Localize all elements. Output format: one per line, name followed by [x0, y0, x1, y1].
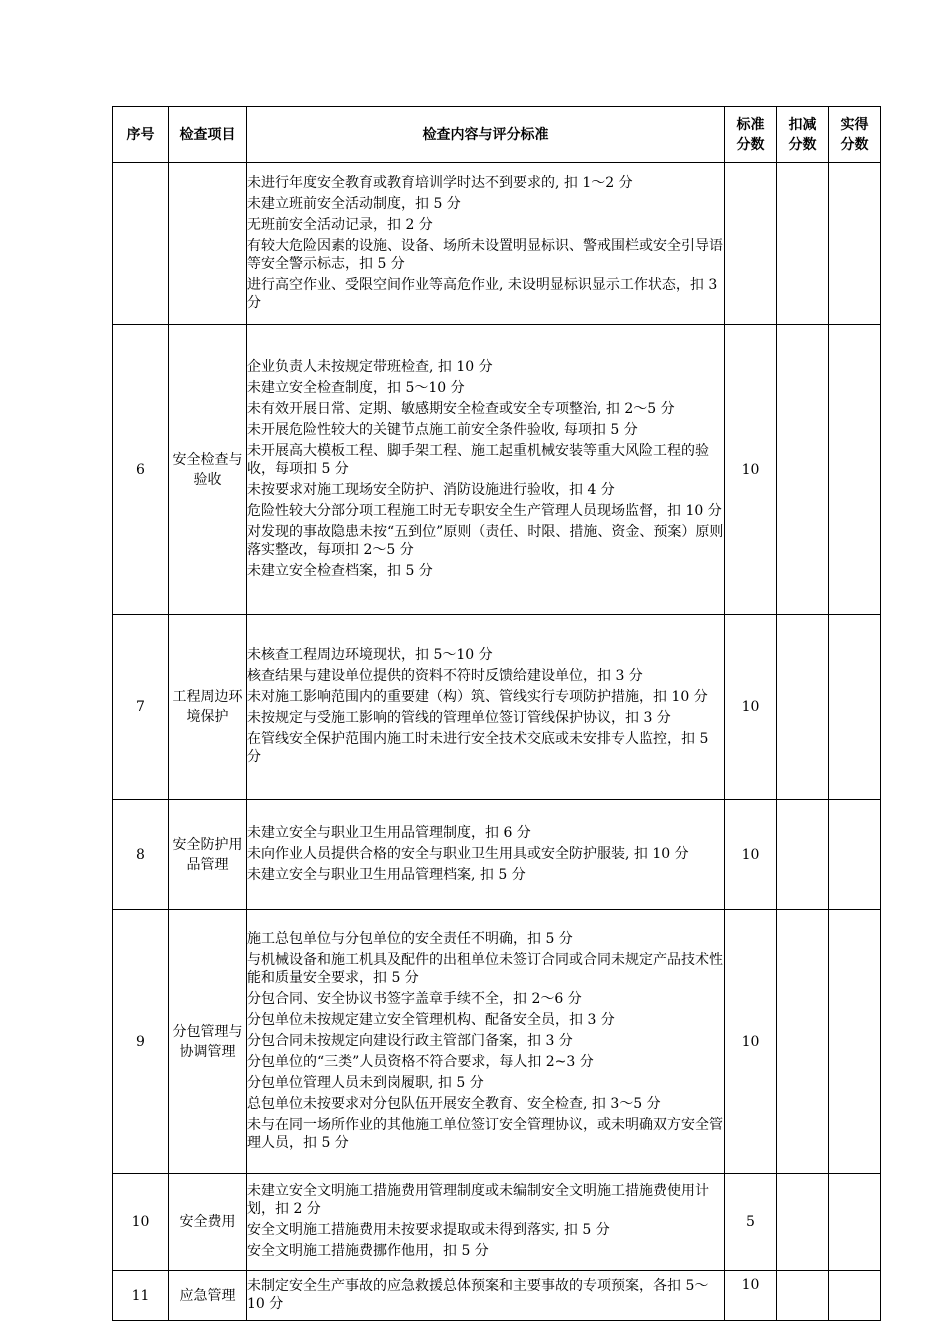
criteria-item: 未建立安全与职业卫生用品管理档案, 扣 5 分 — [247, 866, 526, 883]
row-criteria — [247, 1271, 725, 1321]
row-standard-score — [725, 163, 777, 325]
criteria-item: 施工总包单位与分包单位的安全责任不明确，扣 5 分 — [247, 930, 573, 947]
header-content: 检查内容与评分标准 — [247, 107, 725, 163]
criteria-item: 分包合同、安全协议书签字盖章手续不全，扣 2～6 分 — [247, 990, 582, 1007]
inspection-score-table — [112, 106, 881, 1321]
row-seq: 7 — [113, 615, 169, 800]
criteria-item: 安全文明施工措施费用未按要求提取或未得到落实, 扣 5 分 — [247, 1222, 610, 1238]
criteria-item: 未有效开展日常、定期、敏感期安全检查或安全专项整治, 扣 2～5 分 — [247, 400, 675, 417]
criteria-item: 分包单位的“三类”人员资格不符合要求，每人扣 2~3 分 — [247, 1053, 594, 1070]
row-deduct-score — [777, 615, 829, 800]
criteria-item: 未开展高大模板工程、脚手架工程、施工起重机械安装等重大风险工程的验收，每项扣 5 分 — [247, 442, 709, 477]
row-deduct-score — [777, 163, 829, 325]
criteria-item: 进行高空作业、受限空间作业等高危作业, 未设明显标识显示工作状态，扣 3 分 — [247, 276, 718, 311]
row-item: 安全检查与验收 — [169, 325, 247, 615]
row-actual-score — [829, 325, 881, 615]
criteria-item: 核查结果与建设单位提供的资料不符时反馈给建设单位，扣 3 分 — [247, 668, 643, 684]
row-standard-score: 10 — [725, 1271, 777, 1321]
row-actual-score — [829, 163, 881, 325]
criteria-item: 未制定安全生产事故的应急救援总体预案和主要事故的专项预案，各扣 5～10 分 — [247, 1277, 709, 1312]
table-row — [113, 800, 881, 910]
criteria-item: 与机械设备和施工机具及配件的出租单位未签订合同或合同未规定产品技术性能和质量安全要求，扣 5 分 — [247, 951, 723, 986]
criteria-item: 无班前安全活动记录，扣 2 分 — [247, 216, 433, 233]
row-standard-score: 10 — [725, 615, 777, 800]
row-standard-score: 10 — [725, 910, 777, 1174]
row-deduct-score — [777, 1271, 829, 1321]
table-row — [113, 1174, 881, 1271]
row-seq: 8 — [113, 800, 169, 910]
row-criteria — [247, 800, 725, 910]
criteria-item: 分包合同未按规定向建设行政主管部门备案，扣 3 分 — [247, 1032, 573, 1049]
row-standard-score: 5 — [725, 1174, 777, 1271]
header-row — [113, 107, 881, 163]
criteria-item: 总包单位未按要求对分包队伍开展安全教育、安全检查, 扣 3～5 分 — [247, 1095, 661, 1112]
row-seq: 11 — [113, 1271, 169, 1321]
row-actual-score — [829, 1271, 881, 1321]
criteria-item: 未向作业人员提供合格的安全与职业卫生用具或安全防护服装, 扣 10 分 — [247, 845, 689, 862]
header-item: 检查项目 — [169, 107, 247, 163]
criteria-item: 未与在同一场所作业的其他施工单位签订安全管理协议，或未明确双方安全管理人员，扣 5 分 — [247, 1116, 723, 1151]
criteria-item: 未建立班前安全活动制度，扣 5 分 — [247, 195, 461, 212]
row-seq: 10 — [113, 1174, 169, 1271]
criteria-item: 未按规定与受施工影响的管线的管理单位签订管线保护协议，扣 3 分 — [247, 710, 671, 726]
row-item: 分包管理与协调管理 — [169, 910, 247, 1174]
criteria-item: 安全文明施工措施费挪作他用，扣 5 分 — [247, 1243, 489, 1259]
table-row — [113, 615, 881, 800]
row-actual-score — [829, 615, 881, 800]
row-deduct-score — [777, 910, 829, 1174]
criteria-item: 未建立安全检查档案，扣 5 分 — [247, 562, 433, 579]
criteria-item: 未核查工程周边环境现状，扣 5～10 分 — [247, 647, 493, 663]
table-row — [113, 910, 881, 1174]
criteria-item: 未进行年度安全教育或教育培训学时达不到要求的, 扣 1～2 分 — [247, 174, 633, 191]
row-criteria — [247, 325, 725, 615]
row-seq — [113, 163, 169, 325]
criteria-item: 未建立安全与职业卫生用品管理制度，扣 6 分 — [247, 824, 531, 841]
row-deduct-score — [777, 1174, 829, 1271]
header-standard-score: 标准 分数 — [725, 107, 777, 163]
row-criteria — [247, 1174, 725, 1271]
criteria-item: 未对施工影响范围内的重要建（构）筑、管线实行专项防护措施，扣 10 分 — [247, 689, 708, 705]
criteria-item: 对发现的事故隐患未按“五到位”原则（责任、时限、措施、资金、预案）原则落实整改，每项扣 2～5 分 — [247, 523, 724, 558]
row-item: 安全防护用品管理 — [169, 800, 247, 910]
table-row — [113, 1271, 881, 1321]
row-standard-score: 10 — [725, 800, 777, 910]
criteria-item: 未按要求对施工现场安全防护、消防设施进行验收，扣 4 分 — [247, 481, 615, 498]
row-item: 工程周边环境保护 — [169, 615, 247, 800]
row-seq: 6 — [113, 325, 169, 615]
criteria-item: 未开展危险性较大的关键节点施工前安全条件验收, 每项扣 5 分 — [247, 421, 638, 438]
row-item: 应急管理 — [169, 1271, 247, 1321]
criteria-item: 未建立安全检查制度，扣 5～10 分 — [247, 379, 465, 396]
row-criteria — [247, 163, 725, 325]
row-actual-score — [829, 910, 881, 1174]
header-deduct-score: 扣减 分数 — [777, 107, 829, 163]
criteria-item: 未建立安全文明施工措施费用管理制度或未编制安全文明施工措施费使用计划，扣 2 分 — [247, 1183, 709, 1217]
row-criteria — [247, 615, 725, 800]
header-seq: 序号 — [113, 107, 169, 163]
row-item — [169, 163, 247, 325]
table-row — [113, 163, 881, 325]
criteria-item: 企业负责人未按规定带班检查, 扣 10 分 — [247, 358, 493, 375]
header-actual-score: 实得 分数 — [829, 107, 881, 163]
row-criteria — [247, 910, 725, 1174]
row-seq: 9 — [113, 910, 169, 1174]
row-actual-score — [829, 1174, 881, 1271]
criteria-item: 在管线安全保护范围内施工时未进行安全技术交底或未安排专人监控，扣 5 分 — [247, 731, 709, 765]
criteria-item: 危险性较大分部分项工程施工时无专职安全生产管理人员现场监督，扣 10 分 — [247, 502, 722, 519]
row-standard-score: 10 — [725, 325, 777, 615]
criteria-item: 分包单位管理人员未到岗履职, 扣 5 分 — [247, 1074, 484, 1091]
row-deduct-score — [777, 800, 829, 910]
row-deduct-score — [777, 325, 829, 615]
table-row — [113, 325, 881, 615]
criteria-item: 分包单位未按规定建立安全管理机构、配备安全员，扣 3 分 — [247, 1011, 615, 1028]
criteria-item: 有较大危险因素的设施、设备、场所未设置明显标识、警戒围栏或安全引导语等安全警示标志，扣 5 分 — [247, 237, 723, 272]
row-actual-score — [829, 800, 881, 910]
row-item: 安全费用 — [169, 1174, 247, 1271]
